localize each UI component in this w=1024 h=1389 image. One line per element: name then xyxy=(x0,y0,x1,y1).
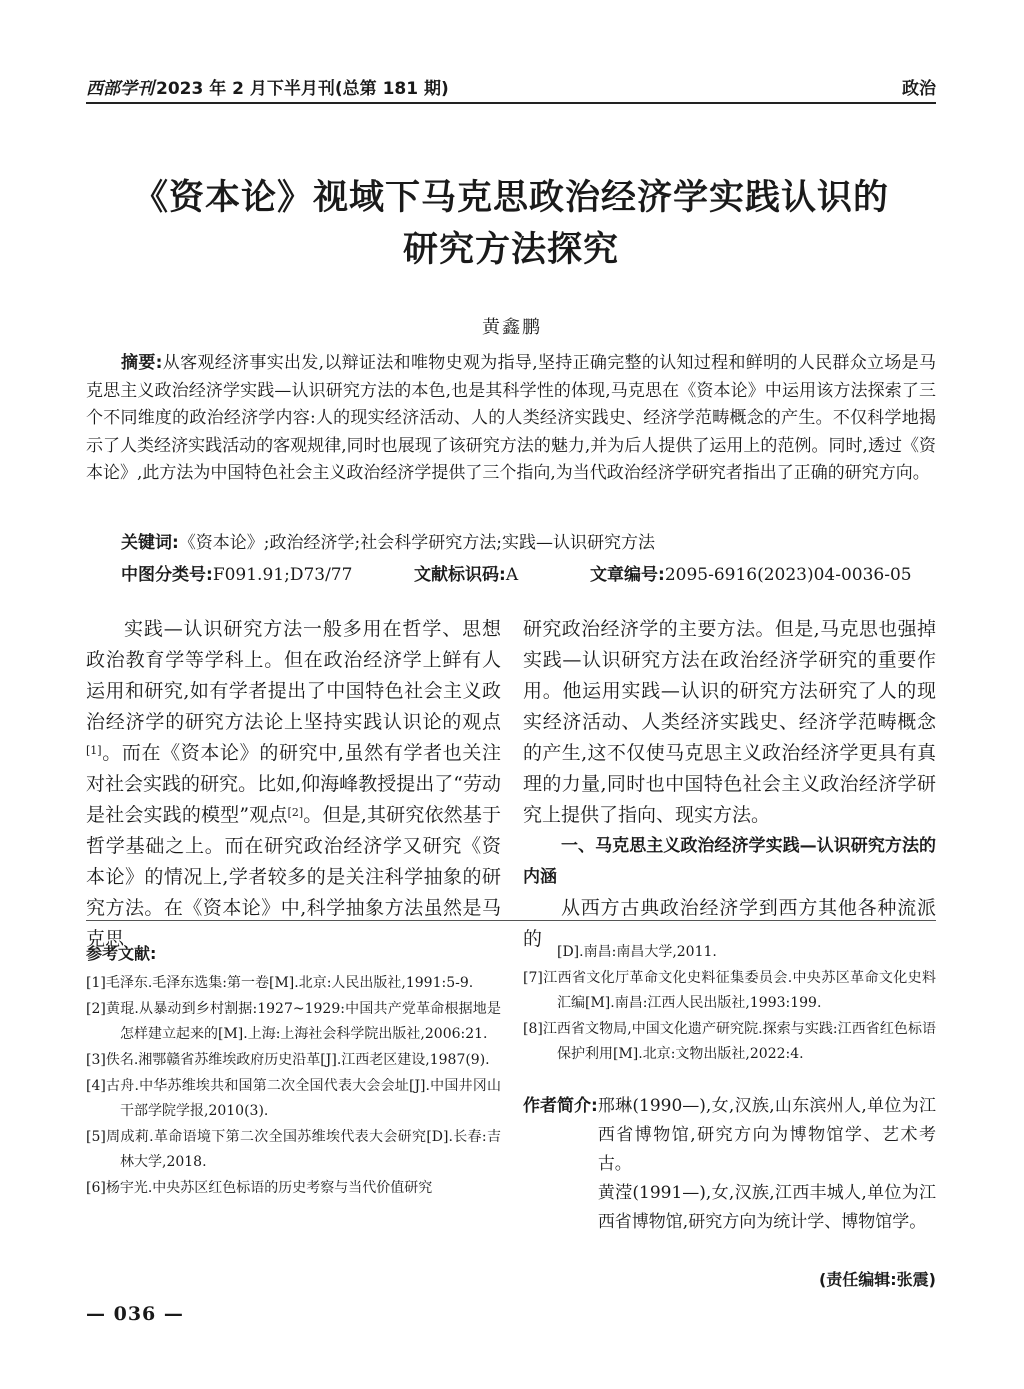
section-heading: 一、马克思主义政治经济学实践—认识研究方法的内涵 xyxy=(523,836,936,887)
journal-logo: 西部学刊 xyxy=(86,79,154,99)
body-paragraph: 研究政治经济学的主要方法。但是,马克思也强掉实践—认识研究方法在政治经济学研究的重要作用。他运用实践—认识的研究方法研究了人的现实经济活动、人类经济实践史、经济学范畴概念的产生,这不仅使马克思主义政治经济学更具有真理的力量,同时也中国特色社会主义政治经济学研究上提供了指向、现实方法。 xyxy=(523,618,936,826)
citation-1: [1] xyxy=(86,744,102,757)
references-left xyxy=(86,971,501,1202)
issue-info: 2023 年 2 月下半月刊(总第 181 期) xyxy=(156,79,449,99)
body-paragraph: 从西方古典政治经济学到西方其他各种流派的 xyxy=(523,897,936,950)
reference-item: [7]江西省文化厅革命文化史料征集委员会.中央苏区革命文化史料汇编[M].南昌:江西人民出版社,1993:199. xyxy=(523,970,936,1011)
reference-item: [3]佚名.湘鄂赣省苏维埃政府历史沿革[J].江西老区建设,1987(9). xyxy=(86,1052,490,1068)
reference-item: [2]黄琨.从暴动到乡村割据:1927~1929:中国共产党革命根据地是怎样建立起来的[M].上海:上海社会科学院出版社,2006:21. xyxy=(86,1001,501,1042)
author-bio-entry: 黄滢(1991—),女,汉族,江西丰城人,单位为江西省博物馆,研究方向为统计学、博物馆学。 xyxy=(597,1183,936,1232)
responsible-editor: (责任编辑:张震) xyxy=(818,1270,936,1289)
body-rule xyxy=(86,920,936,921)
article-label: 文章编号: xyxy=(590,565,665,585)
page-number: — 036 — xyxy=(86,1303,184,1325)
header-rule xyxy=(86,102,936,104)
body-paragraph xyxy=(86,614,501,955)
abstract-text: 从客观经济事实出发,以辩证法和唯物史观为指导,坚持正确完整的认知过程和鲜明的人民群众立场是马克思主义政治经济学实践—认识研究方法的本色,也是其科学性的体现,马克思在《资本论》中运用该方法探索了三个不同维度的政治经济学内容:人的现实经济活动、人的人类经济实践史、经济学范畴概念的产生。不仅科学地揭示了人类经济实践活动的客观规律,同时也展现了该研究方法的魅力,并为后人提供了运用上的范例。同时,透过《资本论》,此方法为中国特色社会主义政治经济学提供了三个指向,为当代政治经济学研究者指出了正确的研究方向。 xyxy=(86,353,936,484)
keywords xyxy=(121,528,655,553)
body-right-column xyxy=(523,614,936,955)
clc-number xyxy=(121,560,352,585)
article-value: 2095-6916(2023)04-0036-05 xyxy=(664,565,912,585)
article-title-line1: 《资本论》视域下马克思政治经济学实践认识的 xyxy=(132,177,889,218)
abstract xyxy=(86,350,936,488)
journal-header xyxy=(86,74,449,99)
reference-continuation: [D].南昌:南昌大学,2011. xyxy=(557,944,717,960)
reference-item: [1]毛泽东.毛泽东选集:第一卷[M].北京:人民出版社,1991:5-9. xyxy=(86,975,474,991)
reference-item: [8]江西省文物局,中国文化遗产研究院.探索与实践:江西省红色标语保护利用[M].北京:文物出版社,2022:4. xyxy=(523,1021,936,1062)
body-left-column xyxy=(86,614,501,955)
keywords-label: 关键词: xyxy=(121,533,179,553)
citation-2: [2] xyxy=(287,806,304,819)
abstract-label: 摘要: xyxy=(121,353,163,373)
references-title: 参考文献: xyxy=(86,944,157,963)
clc-label: 中图分类号: xyxy=(121,565,213,585)
body-text: 。而在《资本论》的研究中,虽然有学者也关注对社会实践的研究。比如,仰海峰教授提出了“劳动是社会实践的模型”观点 xyxy=(86,742,501,826)
author-bio-entry: 邢琳(1990—),女,汉族,山东滨州人,单位为江西省博物馆,研究方向为博物馆学、艺术考古。 xyxy=(597,1096,936,1174)
author-name: 黄鑫鹏 xyxy=(482,317,542,338)
article-title-line2: 研究方法探究 xyxy=(402,229,619,270)
body-text: 。但是,其研究依然基于哲学基础之上。而在研究政治经济学又研究《资本论》的情况上,学者较多的是关注科学抽象的研究方法。在《资本论》中,科学抽象方法虽然是马克思 xyxy=(86,804,502,950)
keywords-text: 《资本论》;政治经济学;社会科学研究方法;实践—认识研究方法 xyxy=(178,533,655,553)
reference-item: [6]杨宇光.中央苏区红色标语的历史考察与当代价值研究 xyxy=(86,1180,433,1196)
document-code xyxy=(414,560,518,585)
doc-value: A xyxy=(505,565,519,585)
author-bio-label: 作者简介: xyxy=(523,1096,598,1116)
doc-label: 文献标识码: xyxy=(414,565,506,585)
article-number xyxy=(590,560,912,585)
reference-item: [5]周成莉.革命语境下第二次全国苏维埃代表大会研究[D].长春:吉林大学,2018. xyxy=(86,1129,501,1170)
reference-item: [4]古舟.中华苏维埃共和国第二次全国代表大会会址[J].中国井冈山干部学院学报,2010(3). xyxy=(86,1078,501,1119)
clc-value: F091.91;D73/77 xyxy=(212,565,353,585)
section-label: 政治 xyxy=(902,79,936,99)
author-bio xyxy=(523,1092,936,1237)
references-right xyxy=(523,940,936,1068)
body-text: 实践—认识研究方法一般多用在哲学、思想政治教育学等学科上。但在政治经济学上鲜有人运用和研究,如有学者提出了中国特色社会主义政治经济学的研究方法论上坚持实践认识论的观点 xyxy=(86,618,501,733)
